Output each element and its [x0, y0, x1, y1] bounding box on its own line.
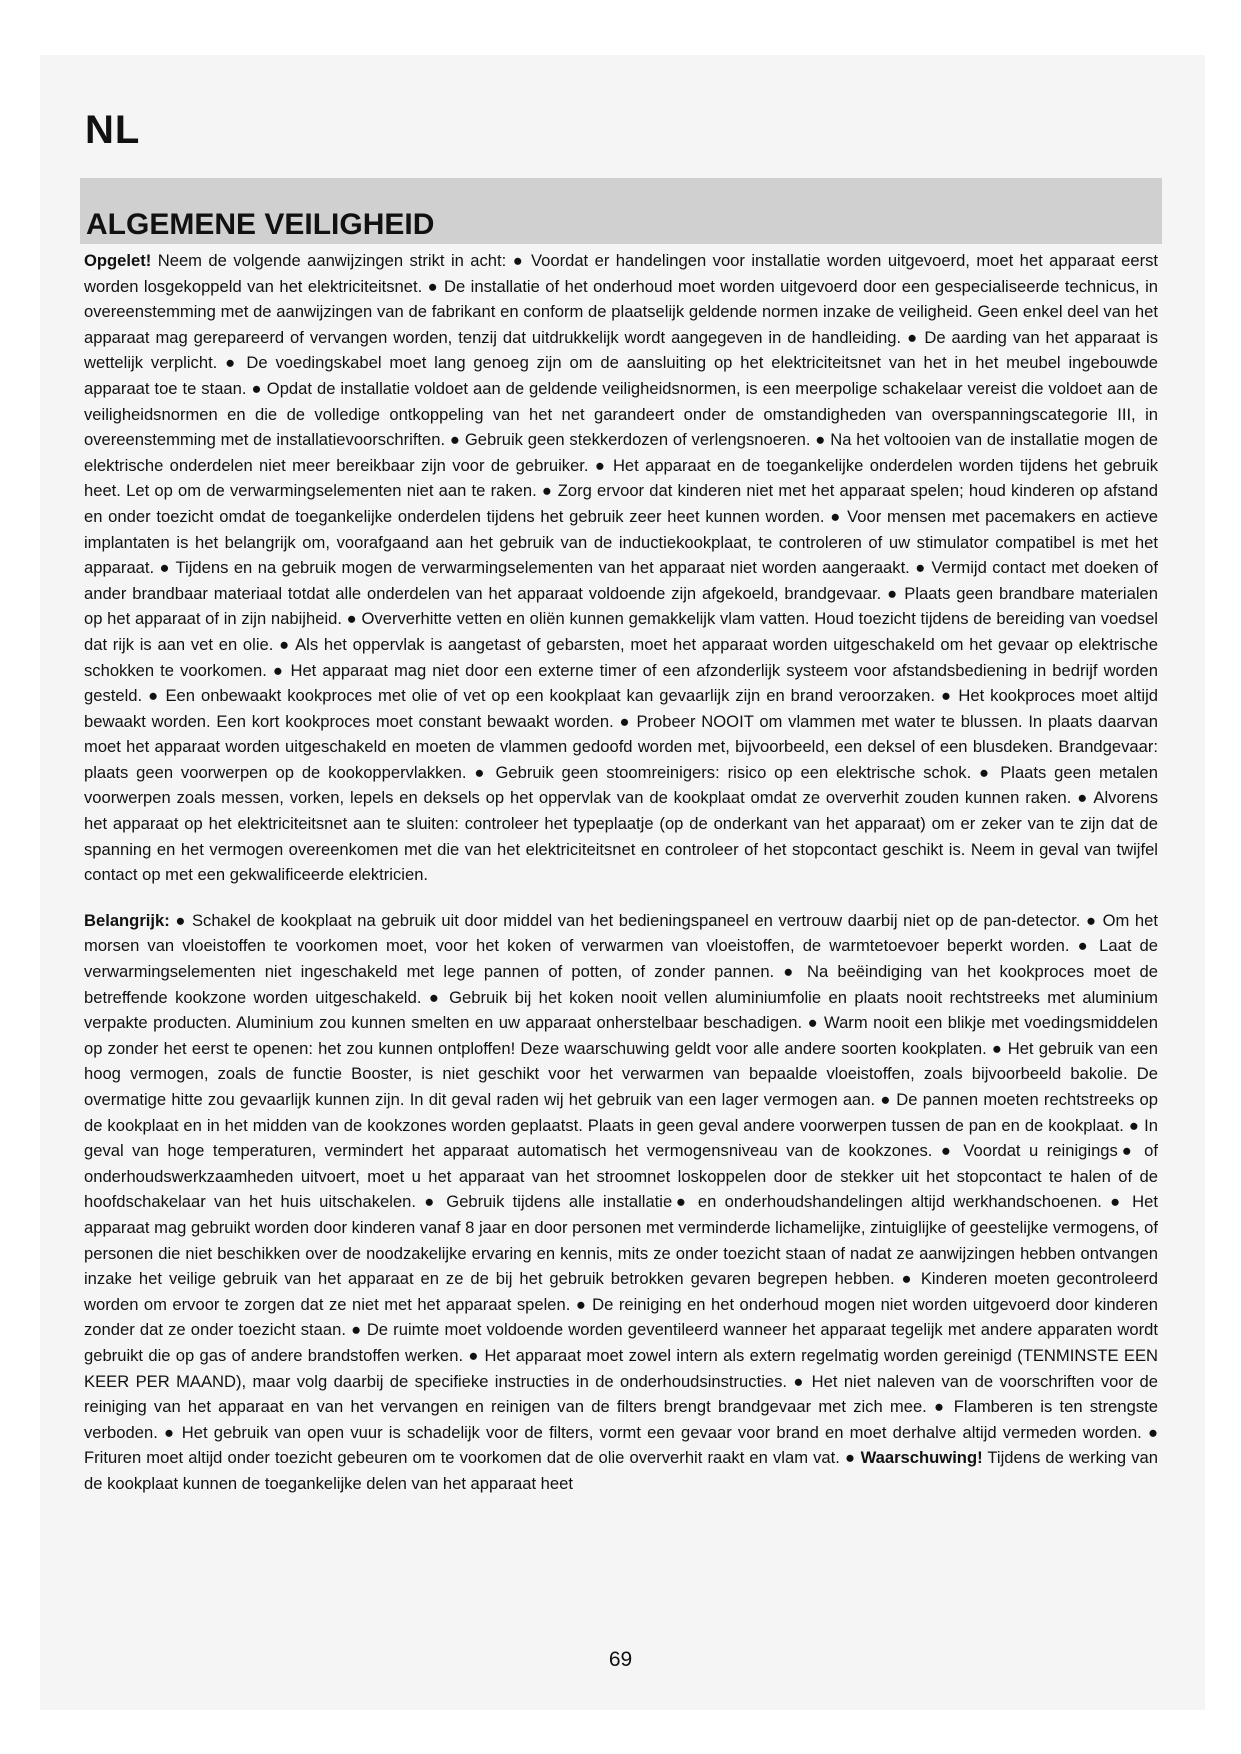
body-text	[84, 248, 1158, 1497]
warning-text: Neem de volgende aanwijzingen strikt in acht: ● Voordat er handelingen voor installatie worden uitgevoerd, moet het apparaat eerst worden losgekoppeld van het elektriciteitsnet. ● De installatie of het onderhoud moet worden uitgevoerd door een gespecialiseerde technicus, in overeenstemming met de aanwijzingen van de fabrikant en conform de plaatselijk geldende normen inzake de veiligheid. Geen enkel deel van het apparaat mag gerepareerd of vervangen worden, tenzij dat uitdrukkelijk wordt aangegeven in de handleiding. ● De aarding van het apparaat is wettelijk verplicht. ● De voedingskabel moet lang genoeg zijn om de aansluiting op het elektriciteitsnet van het in het meubel ingebouwde apparaat toe te staan. ● Opdat de installatie voldoet aan de geldende veiligheidsnormen, is een meerpolige schakelaar vereist die voldoet aan de veiligheidsnormen en die de volledige ontkoppeling van het net garandeert onder de omstandigheden van overspanningscategorie III, in overeenstemming met de installatievoorschriften. ● Gebruik geen stekkerdozen of verlengsnoeren. ● Na het voltooien van de installatie mogen de elektrische onderdelen niet meer bereikbaar zijn voor de gebruiker. ● Het apparaat en de toegankelijke onderdelen worden tijdens het gebruik heet. Let op om de verwarmingselementen niet aan te raken. ● Zorg ervoor dat kinderen niet met het apparaat spelen; houd kinderen op afstand en onder toezicht omdat de toegankelijke onderdelen tijdens het gebruik zeer heet kunnen worden. ● Voor mensen met pacemakers en actieve implantaten is het belangrijk om, voorafgaand aan het gebruik van de inductiekookplaat, te controleren of uw stimulator compatibel is met het apparaat. ● Tijdens en na gebruik mogen de verwarmingselementen van het apparaat niet worden aangeraakt. ● Vermijd contact met doeken of ander brandbaar materiaal totdat alle onderdelen van het apparaat voldoende zijn afgekoeld, brandgevaar. ● Plaats geen brandbare materialen op het apparaat of in zijn nabijheid. ● Oververhitte vetten en oliën kunnen gemakkelijk vlam vatten. Houd toezicht tijdens de bereiding van voedsel dat rijk is aan vet en olie. ● Als het oppervlak is aangetast of gebarsten, moet het apparaat worden uitgeschakeld om het gevaar op elektrische schokken te voorkomen. ● Het apparaat mag niet door een externe timer of een afzonderlijk systeem voor afstandsbediening in bedrijf worden gesteld. ● Een onbewaakt kookproces met olie of vet op een kookplaat kan gevaarlijk zijn en brand veroorzaken. ● Het kookproces moet altijd bewaakt worden. Een kort kookproces moet constant bewaakt worden. ● Probeer NOOIT om vlammen met water te blussen. In plaats daarvan moet het apparaat worden uitgeschakeld en moeten de vlammen gedoofd worden met, bijvoorbeeld, een deksel of een blusdeken. Brandgevaar: plaats geen voorwerpen op de kookoppervlakken. ● Gebruik geen stoomreinigers: risico op een elektrische schok. ● Plaats geen metalen voorwerpen zoals messen, vorken, lepels en deksels op het oppervlak van de kookplaat omdat ze oververhit zouden kunnen raken. ● Alvorens het apparaat op het elektriciteitsnet aan te sluiten: controleer het typeplaatje (op de onderkant van het apparaat) om er zeker van te zijn dat de spanning en het vermogen overeenkomen met die van het elektriciteitsnet en controleer of het stopcontact geschikt is. Neem in geval van twijfel contact op met een gekwalificeerde elektricien.	[84, 251, 1158, 885]
inline-warning-text: Tijdens de werking van de kookplaat kunnen de toegankelijke delen van het apparaat heet	[84, 1448, 1158, 1493]
important-text: ● Schakel de kookplaat na gebruik uit door middel van het bedieningspaneel en vertrouw daarbij niet op de pan-detector. ● Om het morsen van vloeistoffen te voorkomen moet, voor het koken of verwarmen van vloeistoffen, de warmtetoevoer beperkt worden. ● Laat de verwarmingselementen niet ingeschakeld met lege pannen of potten, of zonder pannen. ● Na beëindiging van het kookproces moet de betreffende kookzone worden uitgeschakeld. ● Gebruik bij het koken nooit vellen aluminiumfolie en plaats nooit rechtstreeks met aluminium verpakte producten. Aluminium zou kunnen smelten en uw apparaat onherstelbaar beschadigen. ● Warm nooit een blikje met voedingsmiddelen op zonder het eerst te openen: het zou kunnen ontploffen! Deze waarschuwing geldt voor alle andere soorten kookplaten. ● Het gebruik van een hoog vermogen, zoals de functie Booster, is niet geschikt voor het verwarmen van bepaalde vloeistoffen, zoals bijvoorbeeld bakolie. De overmatige hitte zou gevaarlijk kunnen zijn. In dit geval raden wij het gebruik van een lager vermogen aan. ● De pannen moeten rechtstreeks op de kookplaat en in het midden van de kookzones worden geplaatst. Plaats in geen geval andere voorwerpen tussen de pan en de kookplaat. ● In geval van hoge temperaturen, vermindert het apparaat automatisch het vermogensniveau van de kookzones. ● Voordat u reinigings● of onderhoudswerkzaamheden uitvoert, moet u het apparaat van het stroomnet loskoppelen door de stekker uit het stopcontact te halen of de hoofdschakelaar van het huis uitschakelen. ● Gebruik tijdens alle installatie● en onderhoudshandelingen altijd werkhandschoenen. ● Het apparaat mag gebruikt worden door kinderen vanaf 8 jaar en door personen met verminderde lichamelijke, zintuiglijke of geestelijke vermogens, of personen die niet beschikken over de noodzakelijke ervaring en kennis, mits ze onder toezicht staan of nadat ze aanwijzingen hebben ontvangen inzake het veilige gebruik van het apparaat en ze de bij het gebruik betrokken gevaren begrepen hebben. ● Kinderen moeten gecontroleerd worden om ervoor te zorgen dat ze niet met het apparaat spelen. ● De reiniging en het onderhoud mogen niet worden uitgevoerd door kinderen zonder dat ze onder toezicht staan. ● De ruimte moet voldoende worden geventileerd wanneer het apparaat tegelijk met andere apparaten wordt gebruikt die op gas of andere brandstoffen werken. ● Het apparaat moet zowel intern als extern regelmatig worden gereinigd (TENMINSTE EEN KEER PER MAAND), maar volg daarbij de specifieke instructies in de onderhoudsinstructies. ● Het niet naleven van de voorschriften voor de reiniging van het apparaat en van het vervangen en reinigen van de filters brengt brandgevaar met zich mee. ● Flamberen is ten strengste verboden. ● Het gebruik van open vuur is schadelijk voor de filters, vormt een gevaar voor brand en moet derhalve altijd vermeden worden. ● Frituren moet altijd onder toezicht gebeuren om te voorkomen dat de olie oververhit raakt en vlam vat. ●	[84, 910, 1158, 1468]
important-label: Belangrijk:	[84, 910, 170, 930]
important-paragraph	[84, 908, 1158, 1497]
section-title: ALGEMENE VEILIGHEID	[86, 208, 435, 241]
inline-warning-label: Waarschuwing!	[860, 1448, 983, 1468]
page-number: 69	[608, 1648, 633, 1671]
section-title-bar	[80, 178, 1162, 244]
language-code: NL	[85, 108, 141, 152]
warning-label: Opgelet!	[84, 251, 152, 270]
warning-paragraph	[84, 248, 1158, 888]
